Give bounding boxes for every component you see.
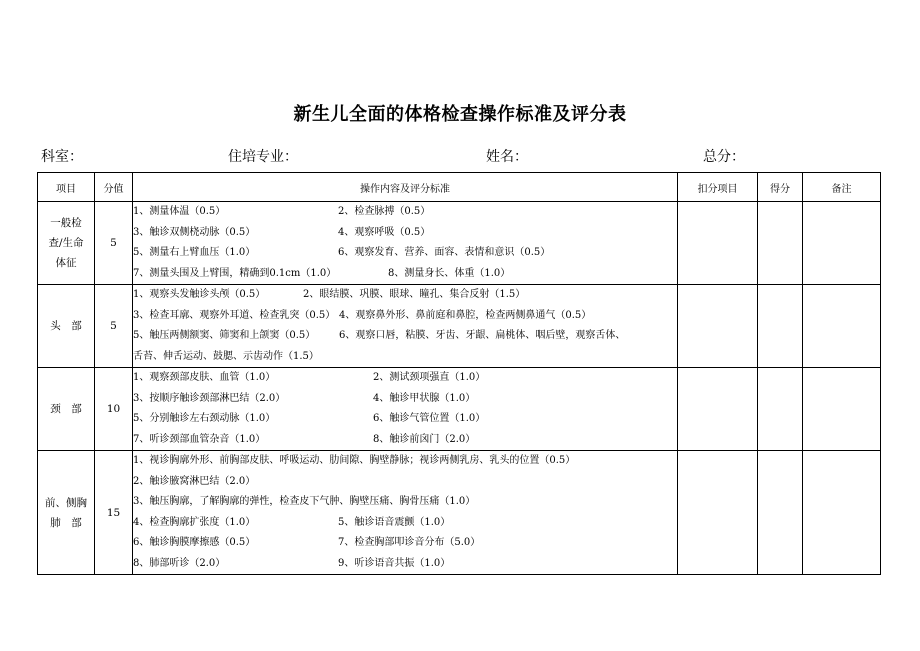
- content-line: [133, 347, 677, 368]
- header-content: 操作内容及评分标准: [133, 173, 678, 202]
- category-line: 颈 部: [50, 403, 82, 415]
- criterion-text: 3、触压胸廓，了解胸廓的弹性，检查皮下气肿、胸壁压痛、胸骨压痛（1.0）: [133, 496, 476, 507]
- content-line: [133, 513, 677, 534]
- content-cell: [133, 285, 678, 368]
- criterion-text: 4、观察呼吸（0.5）: [338, 226, 431, 238]
- content-line: [133, 389, 677, 410]
- deduct-cell[interactable]: [678, 368, 758, 451]
- content-line: [133, 264, 677, 285]
- content-line: [133, 223, 677, 244]
- header-got: 得分: [758, 173, 803, 202]
- criterion-text: 2、检查脉搏（0.5）: [338, 206, 431, 217]
- criterion-text: 1、测量体温（0.5）: [133, 206, 226, 217]
- content-line: [133, 326, 677, 347]
- category-line: 前、侧胸: [45, 496, 87, 509]
- criterion-text: 舌苔、伸舌运动、鼓腮、示齿动作（1.5）: [133, 350, 319, 362]
- header-row: [38, 173, 881, 202]
- content-line: [133, 554, 677, 575]
- note-cell[interactable]: [803, 451, 881, 575]
- score-cell: 10: [95, 368, 133, 451]
- category-cell: [38, 285, 95, 368]
- got-cell[interactable]: [758, 368, 803, 451]
- criterion-text: 5、测量右上臂血压（1.0）: [133, 247, 256, 258]
- note-cell[interactable]: [803, 368, 881, 451]
- criterion-text: 3、检查耳廓、观察外耳道、检查乳突（0.5）: [133, 309, 336, 321]
- criterion-text: 6、触诊胸膜摩擦感（0.5）: [133, 537, 256, 548]
- note-cell[interactable]: [803, 285, 881, 368]
- table-row: [38, 202, 881, 285]
- criterion-text: 7、测量头围及上臂围，精确到0.1cm（1.0）: [133, 267, 337, 279]
- page-title: 新生儿全面的体格检查操作标准及评分表: [293, 104, 627, 125]
- category-line: 体征: [55, 257, 77, 269]
- content-line: [133, 368, 677, 389]
- content-cell: [133, 451, 678, 575]
- got-cell[interactable]: [758, 451, 803, 575]
- table-row: [38, 285, 881, 368]
- category-cell: [38, 202, 95, 285]
- total-label: 总分：: [703, 149, 745, 165]
- criterion-text: 4、观察鼻外形、鼻前庭和鼻腔，检查两侧鼻通气（0.5）: [339, 309, 592, 321]
- deduct-cell[interactable]: [678, 202, 758, 285]
- deduct-cell[interactable]: [678, 285, 758, 368]
- note-cell[interactable]: [803, 202, 881, 285]
- criterion-text: 1、视诊胸廓外形、前胸部皮肤、呼吸运动、肋间隙、胸壁静脉；视诊两侧乳房、乳头的位置（0.5）: [133, 455, 576, 466]
- criterion-text: 8、测量身长、体重（1.0）: [388, 267, 511, 279]
- got-cell[interactable]: [758, 202, 803, 285]
- criterion-text: 4、检查胸廓扩张度（1.0）: [133, 516, 256, 528]
- criterion-text: 6、观察发育、营养、面容、表情和意识（0.5）: [338, 247, 551, 258]
- criterion-text: 5、触压两侧额窦、筛窦和上颌窦（0.5）: [133, 330, 316, 341]
- header-score: 分值: [95, 173, 133, 202]
- category-line: 一般检: [50, 217, 82, 229]
- criterion-text: 8、触诊前囟门（2.0）: [373, 433, 476, 445]
- criterion-text: 2、眼结膜、巩膜、眼球、瞳孔、集合反射（1.5）: [303, 289, 526, 300]
- criterion-text: 6、触诊气管位置（1.0）: [373, 413, 486, 424]
- criterion-text: 7、听诊颈部血管杂音（1.0）: [133, 433, 266, 445]
- content-line: [133, 533, 677, 554]
- criterion-text: 9、听诊语音共振（1.0）: [338, 557, 451, 569]
- criterion-text: 6、观察口唇，粘膜、牙齿、牙龈、扁桃体、咽后壁，观察舌体、: [339, 330, 626, 341]
- content-line: [133, 472, 677, 493]
- criterion-text: 1、观察颈部皮肤、血管（1.0）: [133, 372, 276, 383]
- criterion-text: 2、测试颈项强直（1.0）: [373, 372, 486, 383]
- criterion-text: 5、分别触诊左右颈动脉（1.0）: [133, 413, 276, 424]
- criterion-text: 1、观察头发触诊头颅（0.5）: [133, 289, 266, 300]
- category-cell: [38, 368, 95, 451]
- got-cell[interactable]: [758, 285, 803, 368]
- score-cell: 5: [95, 285, 133, 368]
- criterion-text: 5、触诊语音震颤（1.0）: [338, 516, 451, 528]
- name-label: 姓名：: [486, 149, 528, 165]
- criterion-text: 4、触诊甲状腺（1.0）: [373, 392, 476, 404]
- criterion-text: 3、触诊双侧桡动脉（0.5）: [133, 226, 256, 238]
- deduct-cell[interactable]: [678, 451, 758, 575]
- criterion-text: 8、肺部听诊（2.0）: [133, 557, 226, 569]
- content-line: [133, 202, 677, 223]
- content-line: [133, 451, 677, 472]
- content-cell: [133, 202, 678, 285]
- content-line: [133, 306, 677, 327]
- category-line: 查/生命: [48, 237, 84, 249]
- dept-label: 科室：: [41, 149, 83, 165]
- category-cell: [38, 451, 95, 575]
- score-cell: 15: [95, 451, 133, 575]
- content-line: [133, 285, 677, 306]
- content-line: [133, 492, 677, 513]
- table-row: [38, 368, 881, 451]
- category-line: 肺 部: [50, 516, 82, 529]
- category-line: 头 部: [50, 320, 82, 332]
- header-deduct: 扣分项目: [678, 173, 758, 202]
- content-line: [133, 243, 677, 264]
- content-line: [133, 430, 677, 451]
- major-label: 住培专业：: [228, 149, 298, 165]
- header-note: 备注: [803, 173, 881, 202]
- score-cell: 5: [95, 202, 133, 285]
- score-table: [37, 172, 881, 575]
- table-row: [38, 451, 881, 575]
- criterion-text: 2、触诊腋窝淋巴结（2.0）: [133, 475, 256, 487]
- criterion-text: 7、检查胸部叩诊音分布（5.0）: [338, 537, 481, 548]
- criterion-text: 3、按顺序触诊颈部淋巴结（2.0）: [133, 392, 286, 404]
- content-cell: [133, 368, 678, 451]
- content-line: [133, 409, 677, 430]
- header-item: 项目: [38, 173, 95, 202]
